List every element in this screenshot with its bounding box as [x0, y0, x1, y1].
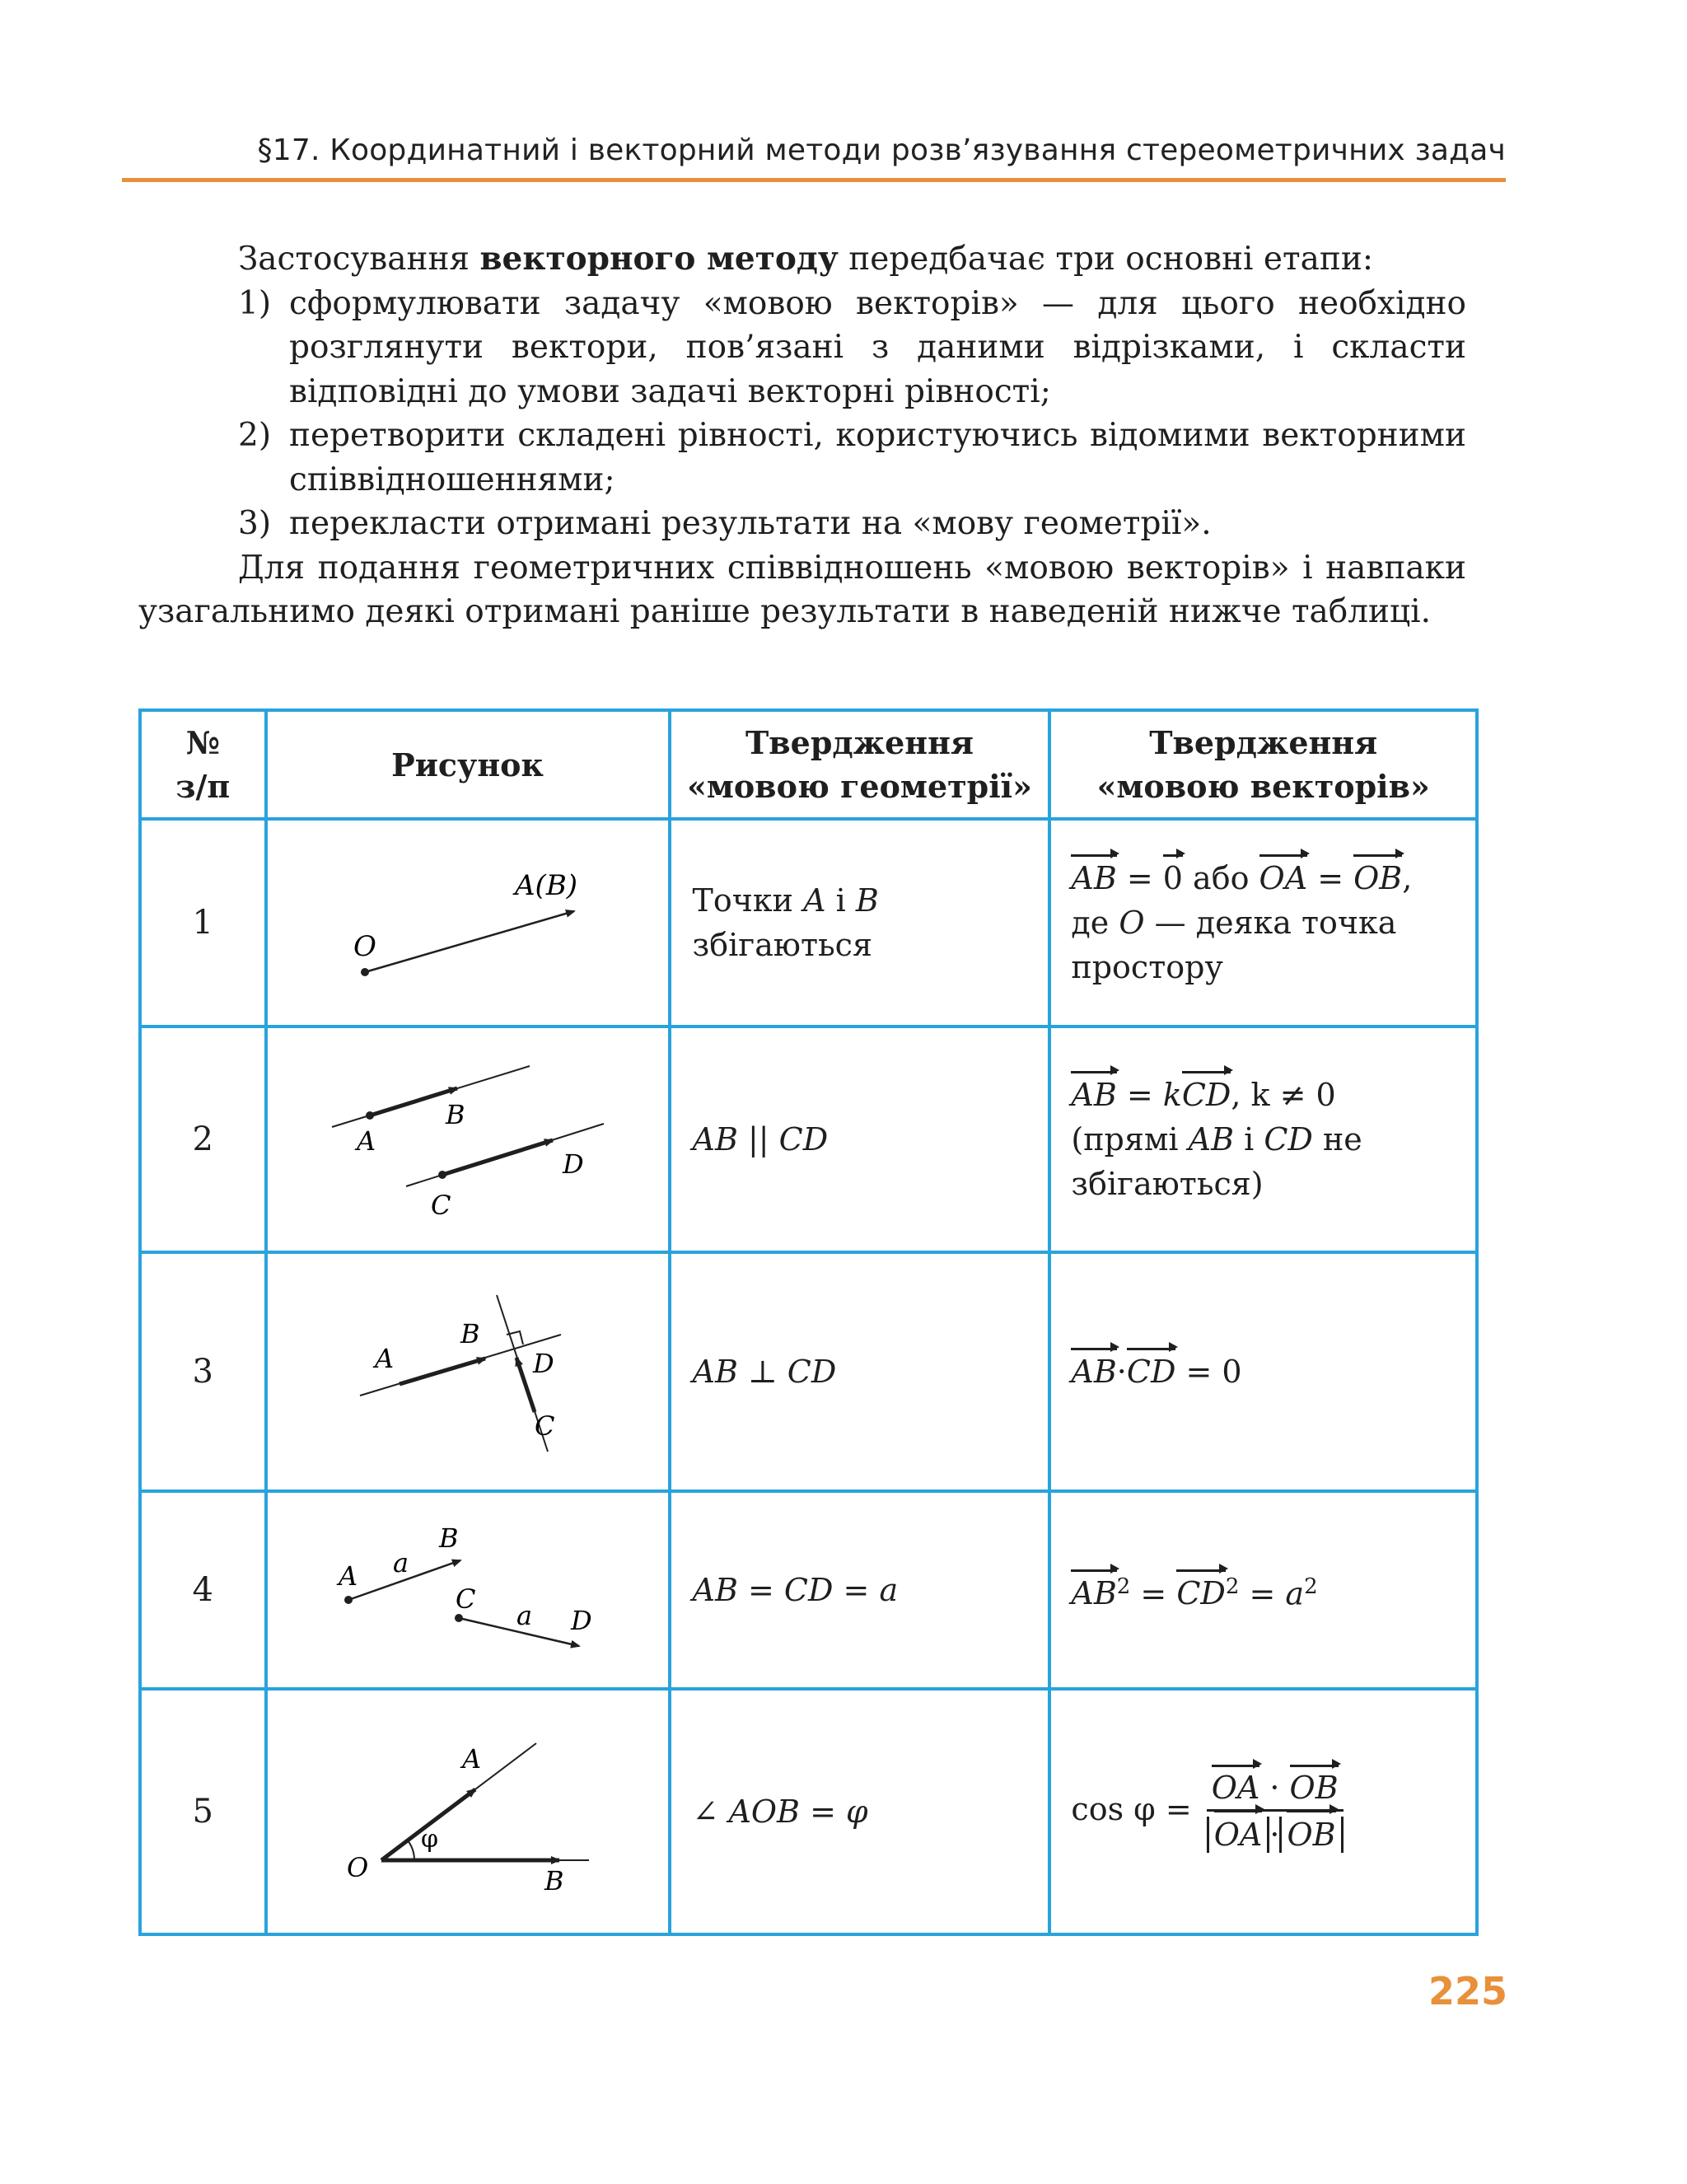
table-header-row — [140, 710, 1477, 819]
zero-vector — [1163, 856, 1183, 900]
op: = k — [1116, 1077, 1182, 1113]
point-a — [366, 1111, 374, 1120]
geometry-cell — [670, 1252, 1050, 1491]
table-row — [140, 819, 1477, 1027]
op: = — [1307, 860, 1354, 896]
row-number: 4 — [140, 1491, 266, 1689]
label-phi: φ — [420, 1825, 438, 1854]
header-num-line2: з/п — [175, 768, 231, 805]
exponent: 2 — [1116, 1574, 1131, 1599]
label-ab: A(B) — [514, 869, 577, 902]
vector-cell — [1049, 1491, 1477, 1689]
label-b: B — [445, 1099, 465, 1130]
row-number: 1 — [140, 819, 266, 1027]
label-a-length: a — [392, 1547, 409, 1578]
expression: AB ⊥ CD — [692, 1354, 837, 1390]
intro-closing: Для подання геометричних співвідношень «мовою векторів» і навпаки узагальнимо деякі отримані раніше результати в наведеній нижче таблиці. — [138, 549, 1466, 630]
abs-ob — [1279, 1817, 1343, 1853]
vector-cd — [1176, 1571, 1226, 1616]
label-b: B — [438, 1522, 459, 1554]
figure-cell — [266, 819, 670, 1027]
text: не збігаються) — [1071, 1121, 1362, 1202]
vector-oa — [1214, 1812, 1263, 1858]
vector-cell — [1049, 1689, 1477, 1934]
var: AB — [1071, 1354, 1117, 1390]
vector-cd — [1182, 1073, 1231, 1117]
text: Точки — [692, 882, 804, 919]
numerator — [1207, 1766, 1344, 1812]
label-d: D — [562, 1148, 584, 1180]
vector-ab — [1071, 1073, 1116, 1117]
angle-arc — [408, 1840, 414, 1860]
geometry-cell — [670, 819, 1050, 1027]
step-text: сформулювати задачу «мовою векторів» — для цього необхідно розглянути вектори, пов’язані з даними відрізками, і скласти відповідні до умови задачі векторні рівності; — [289, 284, 1466, 410]
vector-cd — [516, 1358, 535, 1412]
var: OB — [1353, 860, 1403, 896]
var: AB — [1071, 1575, 1117, 1612]
lead-text-end: передбачає три основні етапи: — [838, 241, 1373, 278]
op: · — [1259, 1769, 1290, 1806]
vector-ob — [1287, 1812, 1335, 1858]
text: = 0 — [1175, 1354, 1242, 1390]
label-d: D — [532, 1348, 554, 1379]
table-row — [140, 1689, 1477, 1934]
header-geometry — [670, 710, 1050, 819]
figure-cell — [266, 1252, 670, 1491]
geometry-cell — [670, 1689, 1050, 1934]
vector-oa — [1212, 1766, 1260, 1809]
perpendicular-figure — [268, 1254, 668, 1490]
equal-length-figure — [268, 1493, 668, 1687]
vector-cd — [442, 1140, 553, 1175]
expression: AB || CD — [692, 1121, 829, 1157]
var: CD — [1264, 1121, 1313, 1157]
vector-ab — [1071, 1349, 1116, 1394]
header-rule — [122, 178, 1506, 182]
label-b: B — [460, 1318, 480, 1349]
label-o: O — [346, 1852, 368, 1883]
vector-line — [365, 911, 574, 972]
var: OA — [1259, 860, 1308, 896]
label-a: A — [338, 1560, 357, 1592]
op: · — [1269, 1816, 1280, 1853]
parallel-lines-figure — [268, 1028, 668, 1251]
text: збігаються — [692, 927, 872, 963]
lead-text: Застосування — [238, 241, 480, 278]
op: = — [1130, 1575, 1177, 1612]
figure-cell — [266, 1027, 670, 1252]
denominator — [1202, 1812, 1348, 1858]
var: O — [1119, 905, 1145, 941]
header-geometry-line2: «мовою геометрії» — [687, 768, 1032, 805]
geometry-cell — [670, 1027, 1050, 1252]
point-marker — [361, 968, 369, 976]
vector-ab — [1071, 856, 1116, 900]
header-vectors — [1049, 710, 1477, 819]
step-text: перетворити складені рівності, користуючись відомими векторними співвідношеннями; — [289, 417, 1466, 498]
intro-text — [138, 237, 1466, 634]
point-a — [344, 1596, 353, 1604]
var: OA — [1213, 1816, 1263, 1853]
text: (прямі — [1071, 1121, 1189, 1157]
vector-cell — [1049, 1027, 1477, 1252]
var: A — [803, 882, 826, 919]
header-num — [140, 710, 266, 819]
text: і — [825, 882, 856, 919]
var: CD — [1181, 1077, 1231, 1113]
var: CD — [1126, 1354, 1176, 1390]
row-number: 3 — [140, 1252, 266, 1491]
lead-bold: векторного методу — [479, 240, 839, 278]
header-num-line1: № — [185, 724, 220, 761]
step-item — [138, 282, 1466, 414]
label-c: C — [430, 1190, 451, 1221]
point-c — [455, 1614, 463, 1622]
step-text: перекласти отримані результати на «мову геометрії». — [289, 505, 1212, 542]
var: AB — [1071, 860, 1117, 896]
figure-cell — [266, 1689, 670, 1934]
vector-cell — [1049, 819, 1477, 1027]
vector-ab — [370, 1088, 457, 1115]
var: OA — [1211, 1769, 1260, 1806]
step-number: 1) — [238, 284, 272, 322]
label-b: B — [544, 1865, 564, 1896]
abs-oa — [1207, 1817, 1270, 1853]
var: CD — [1176, 1575, 1226, 1612]
right-angle-mark — [507, 1331, 523, 1345]
exponent: 2 — [1225, 1574, 1240, 1599]
text: і — [1234, 1121, 1264, 1157]
geometry-cell — [670, 1491, 1050, 1689]
text: , k ≠ 0 — [1231, 1077, 1336, 1113]
coincident-points-figure — [268, 821, 668, 1025]
vector-ab — [1071, 1571, 1116, 1616]
table-row — [140, 1252, 1477, 1491]
text: або — [1182, 860, 1259, 896]
label-c: C — [534, 1410, 555, 1442]
intro-lead — [138, 237, 1466, 282]
var: B — [855, 882, 879, 919]
header-vectors-line1: Твердження — [1149, 724, 1378, 761]
point-c — [438, 1171, 446, 1179]
exponent: 2 — [1304, 1574, 1318, 1599]
op: = — [1116, 860, 1163, 896]
header-geometry-line1: Твердження — [745, 724, 974, 761]
cos-label: cos φ = — [1071, 1790, 1202, 1827]
header-vectors-line2: «мовою векторів» — [1096, 768, 1430, 805]
label-c: C — [455, 1583, 476, 1615]
label-a: A — [356, 1125, 376, 1157]
label-a: A — [374, 1343, 394, 1374]
step-number: 2) — [238, 417, 272, 454]
op: = a — [1239, 1575, 1305, 1612]
vector-oa — [1259, 856, 1308, 900]
running-header: §17. Координатний і векторний методи розв’язування стереометричних задач — [257, 133, 1506, 167]
vector-cell — [1049, 1252, 1477, 1491]
expression: ∠ AOB = φ — [692, 1793, 868, 1830]
cos-fraction — [1202, 1766, 1348, 1858]
angle-figure — [268, 1691, 668, 1933]
vector-ab — [400, 1359, 485, 1384]
vector-cd — [1127, 1349, 1176, 1394]
expression: AB = CD = a — [692, 1572, 899, 1608]
label-o: O — [353, 930, 376, 963]
vector-method-table — [138, 709, 1479, 1936]
figure-cell — [266, 1491, 670, 1689]
text: — деяка точка простору — [1071, 905, 1397, 985]
var: AB — [1188, 1121, 1235, 1157]
text: , — [1402, 860, 1413, 896]
step-item — [138, 502, 1466, 546]
op: · — [1116, 1354, 1127, 1390]
step-number: 3) — [238, 505, 272, 542]
row-number: 5 — [140, 1689, 266, 1934]
table-row — [140, 1491, 1477, 1689]
table-row — [140, 1027, 1477, 1252]
page-number: 225 — [1428, 1969, 1507, 2013]
step-item — [138, 414, 1466, 502]
text: де — [1071, 905, 1119, 941]
vector-ob — [1353, 856, 1402, 900]
header-figure: Рисунок — [266, 710, 670, 819]
var: OB — [1289, 1769, 1339, 1806]
row-number: 2 — [140, 1027, 266, 1252]
var: 0 — [1162, 860, 1183, 896]
label-a-length: a — [516, 1600, 532, 1631]
vector-ob — [1290, 1766, 1339, 1809]
var: AB — [1071, 1077, 1117, 1113]
label-d: D — [570, 1605, 592, 1636]
label-a: A — [461, 1743, 481, 1775]
var: OB — [1287, 1816, 1336, 1853]
